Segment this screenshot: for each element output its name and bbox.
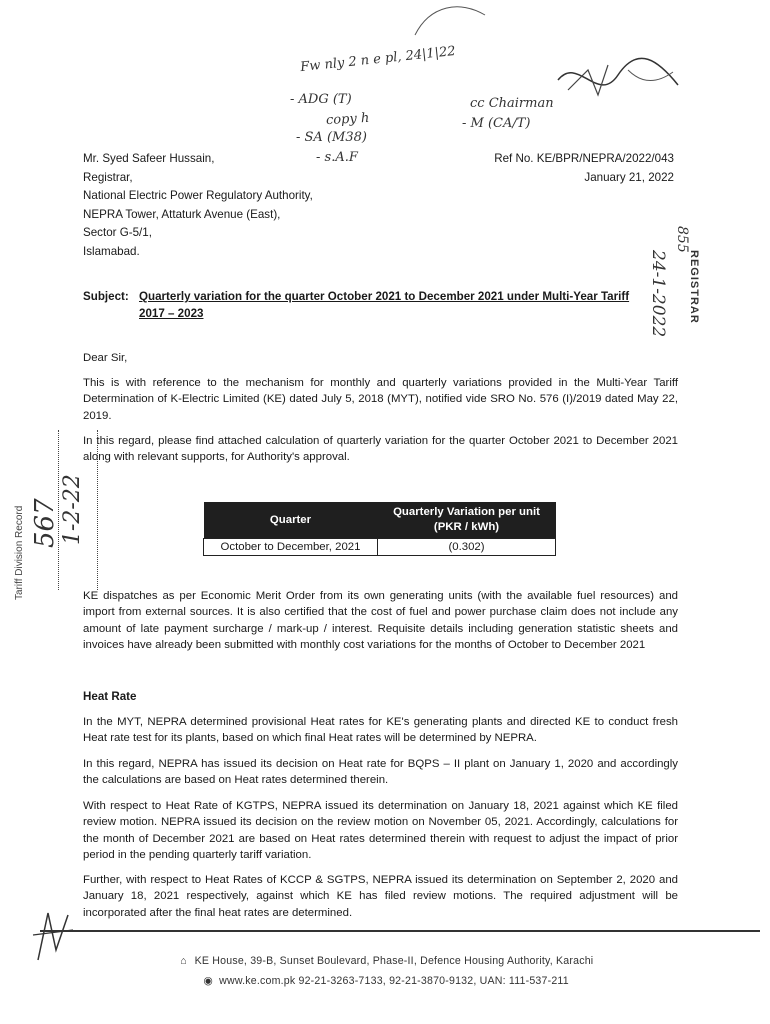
handwritten-note-4: - SA (M38) — [296, 130, 367, 145]
handwritten-note-3: copy h — [325, 110, 370, 129]
paragraph-heat-rate-4: Further, with respect to Heat Rates of KCCP & SGTPS, NEPRA issued its determination on September 2, 2020 and January 18, 2021 respectively, against which KE has filed review motions. The required adjustment will be incorporated after the final heat rates are determined. — [83, 874, 678, 919]
paragraph-dispatch: KE dispatches as per Economic Merit Order from its own generating units (with the available fuel resources) and import from external sources. It is also certified that the cost of fuel and power purchase claim does not include any amount of late payment surcharge / mark-up / interest. Requisite details including generation statistic sheets and invoices have already been submitted with monthly cost variations for the months of October to December 2021 — [83, 590, 678, 651]
recipient-address-line-1: NEPRA Tower, Attaturk Avenue (East), — [83, 207, 281, 221]
reference-number: Ref No. KE/BPR/NEPRA/2022/043 — [494, 152, 674, 165]
footer-address — [0, 955, 770, 967]
table-cell-variation: (0.302) — [378, 539, 556, 556]
footer-divider — [40, 930, 760, 932]
record-stamp-number: 567 — [30, 498, 60, 548]
paragraph-intro: This is with reference to the mechanism for monthly and quarterly variations provided in the Multi-Year Tariff Determination of K-Electric Limited (KE) dated July 5, 2018 (MYT), notified vide SRO No. 576 (I)/2019 dated May 22, 2019. — [83, 377, 678, 422]
table-row — [204, 539, 556, 556]
recipient-city: Islamabad. — [83, 244, 140, 258]
footer-contact-text: www.ke.com.pk 92-21-3263-7133, 92-21-3870-9132, UAN: 111-537-211 — [219, 975, 569, 987]
letter-date: January 21, 2022 — [584, 170, 674, 184]
globe-icon: ◉ — [203, 975, 213, 987]
handwritten-note-1: Fw nly 2 n e pl, 24|1|22 — [299, 43, 457, 76]
handwritten-note-5: - s.A.F — [316, 150, 358, 165]
reference-block — [494, 150, 674, 187]
recipient-address — [83, 150, 313, 261]
paragraph-heat-rate-1: In the MYT, NEPRA determined provisional Heat rates for KE's generating plants and directed KE to conduct fresh Heat rate test for its plants, based on which final Heat rates will be determined by NEPRA. — [83, 716, 678, 745]
subject-label: Subject: — [83, 290, 129, 303]
heading-heat-rate: Heat Rate — [83, 690, 137, 703]
registrar-stamp-number: 855 — [674, 226, 690, 253]
recipient-address-line-2: Sector G-5/1, — [83, 226, 152, 239]
footer-address-text: KE House, 39-B, Sunset Boulevard, Phase-II, Defence Housing Authority, Karachi — [194, 955, 594, 967]
handwritten-note-7: - M (CA/T) — [462, 116, 531, 131]
paragraph-heat-rate-3: With respect to Heat Rate of KGTPS, NEPRA issued its determination on January 18, 2021 against which KE filed review motion. NEPRA issued its decision on the review motion on November 05, 2021. Accordingly, calculations for the month of December 2021 are based on Heat rates determined therein with request to adjust the impact of prior period in the pending quarterly tariff variation. — [83, 800, 678, 861]
quarterly-variation-table — [203, 502, 556, 556]
table-header-row — [204, 502, 556, 539]
handwritten-note-2: - ADG (T) — [290, 92, 352, 107]
home-icon: ⌂ — [180, 955, 187, 967]
footer-contact — [0, 975, 770, 987]
record-stamp-date: 1-2-22 — [60, 474, 85, 545]
table-header-quarter: Quarter — [204, 502, 378, 539]
table-cell-quarter: October to December, 2021 — [204, 539, 378, 556]
paragraph-heat-rate-2: In this regard, NEPRA has issued its decision on Heat rate for BQPS – II plant on January 1, 2020 and accordingly the calculations are based on Heat rates determined therein. — [83, 758, 678, 787]
recipient-name: Mr. Syed Safeer Hussain, — [83, 152, 215, 165]
recipient-org: National Electric Power Regulatory Authority, — [83, 189, 313, 202]
handwritten-note-6: cc Chairman — [470, 96, 554, 111]
paragraph-attachment: In this regard, please find attached calculation of quarterly variation for the quarter October 2021 to December 2021 along with relevant supports, for Authority's approval. — [83, 435, 678, 464]
table-header-variation: Quarterly Variation per unit (PKR / kWh) — [378, 502, 556, 539]
top-curve-scribble — [410, 0, 490, 40]
registrar-stamp-label: REGISTRAR — [688, 250, 700, 324]
record-stamp-label: Tariff Division Record — [14, 505, 25, 600]
registrar-stamp-date: 24-1-2022 — [648, 250, 668, 338]
subject-line — [83, 288, 643, 322]
subject-text: Quarterly variation for the quarter October 2021 to December 2021 under Multi-Year Tariff 2017 – 2023 — [139, 290, 630, 320]
salutation: Dear Sir, — [83, 352, 128, 364]
signature-scribble — [548, 50, 688, 110]
recipient-title: Registrar, — [83, 170, 133, 184]
